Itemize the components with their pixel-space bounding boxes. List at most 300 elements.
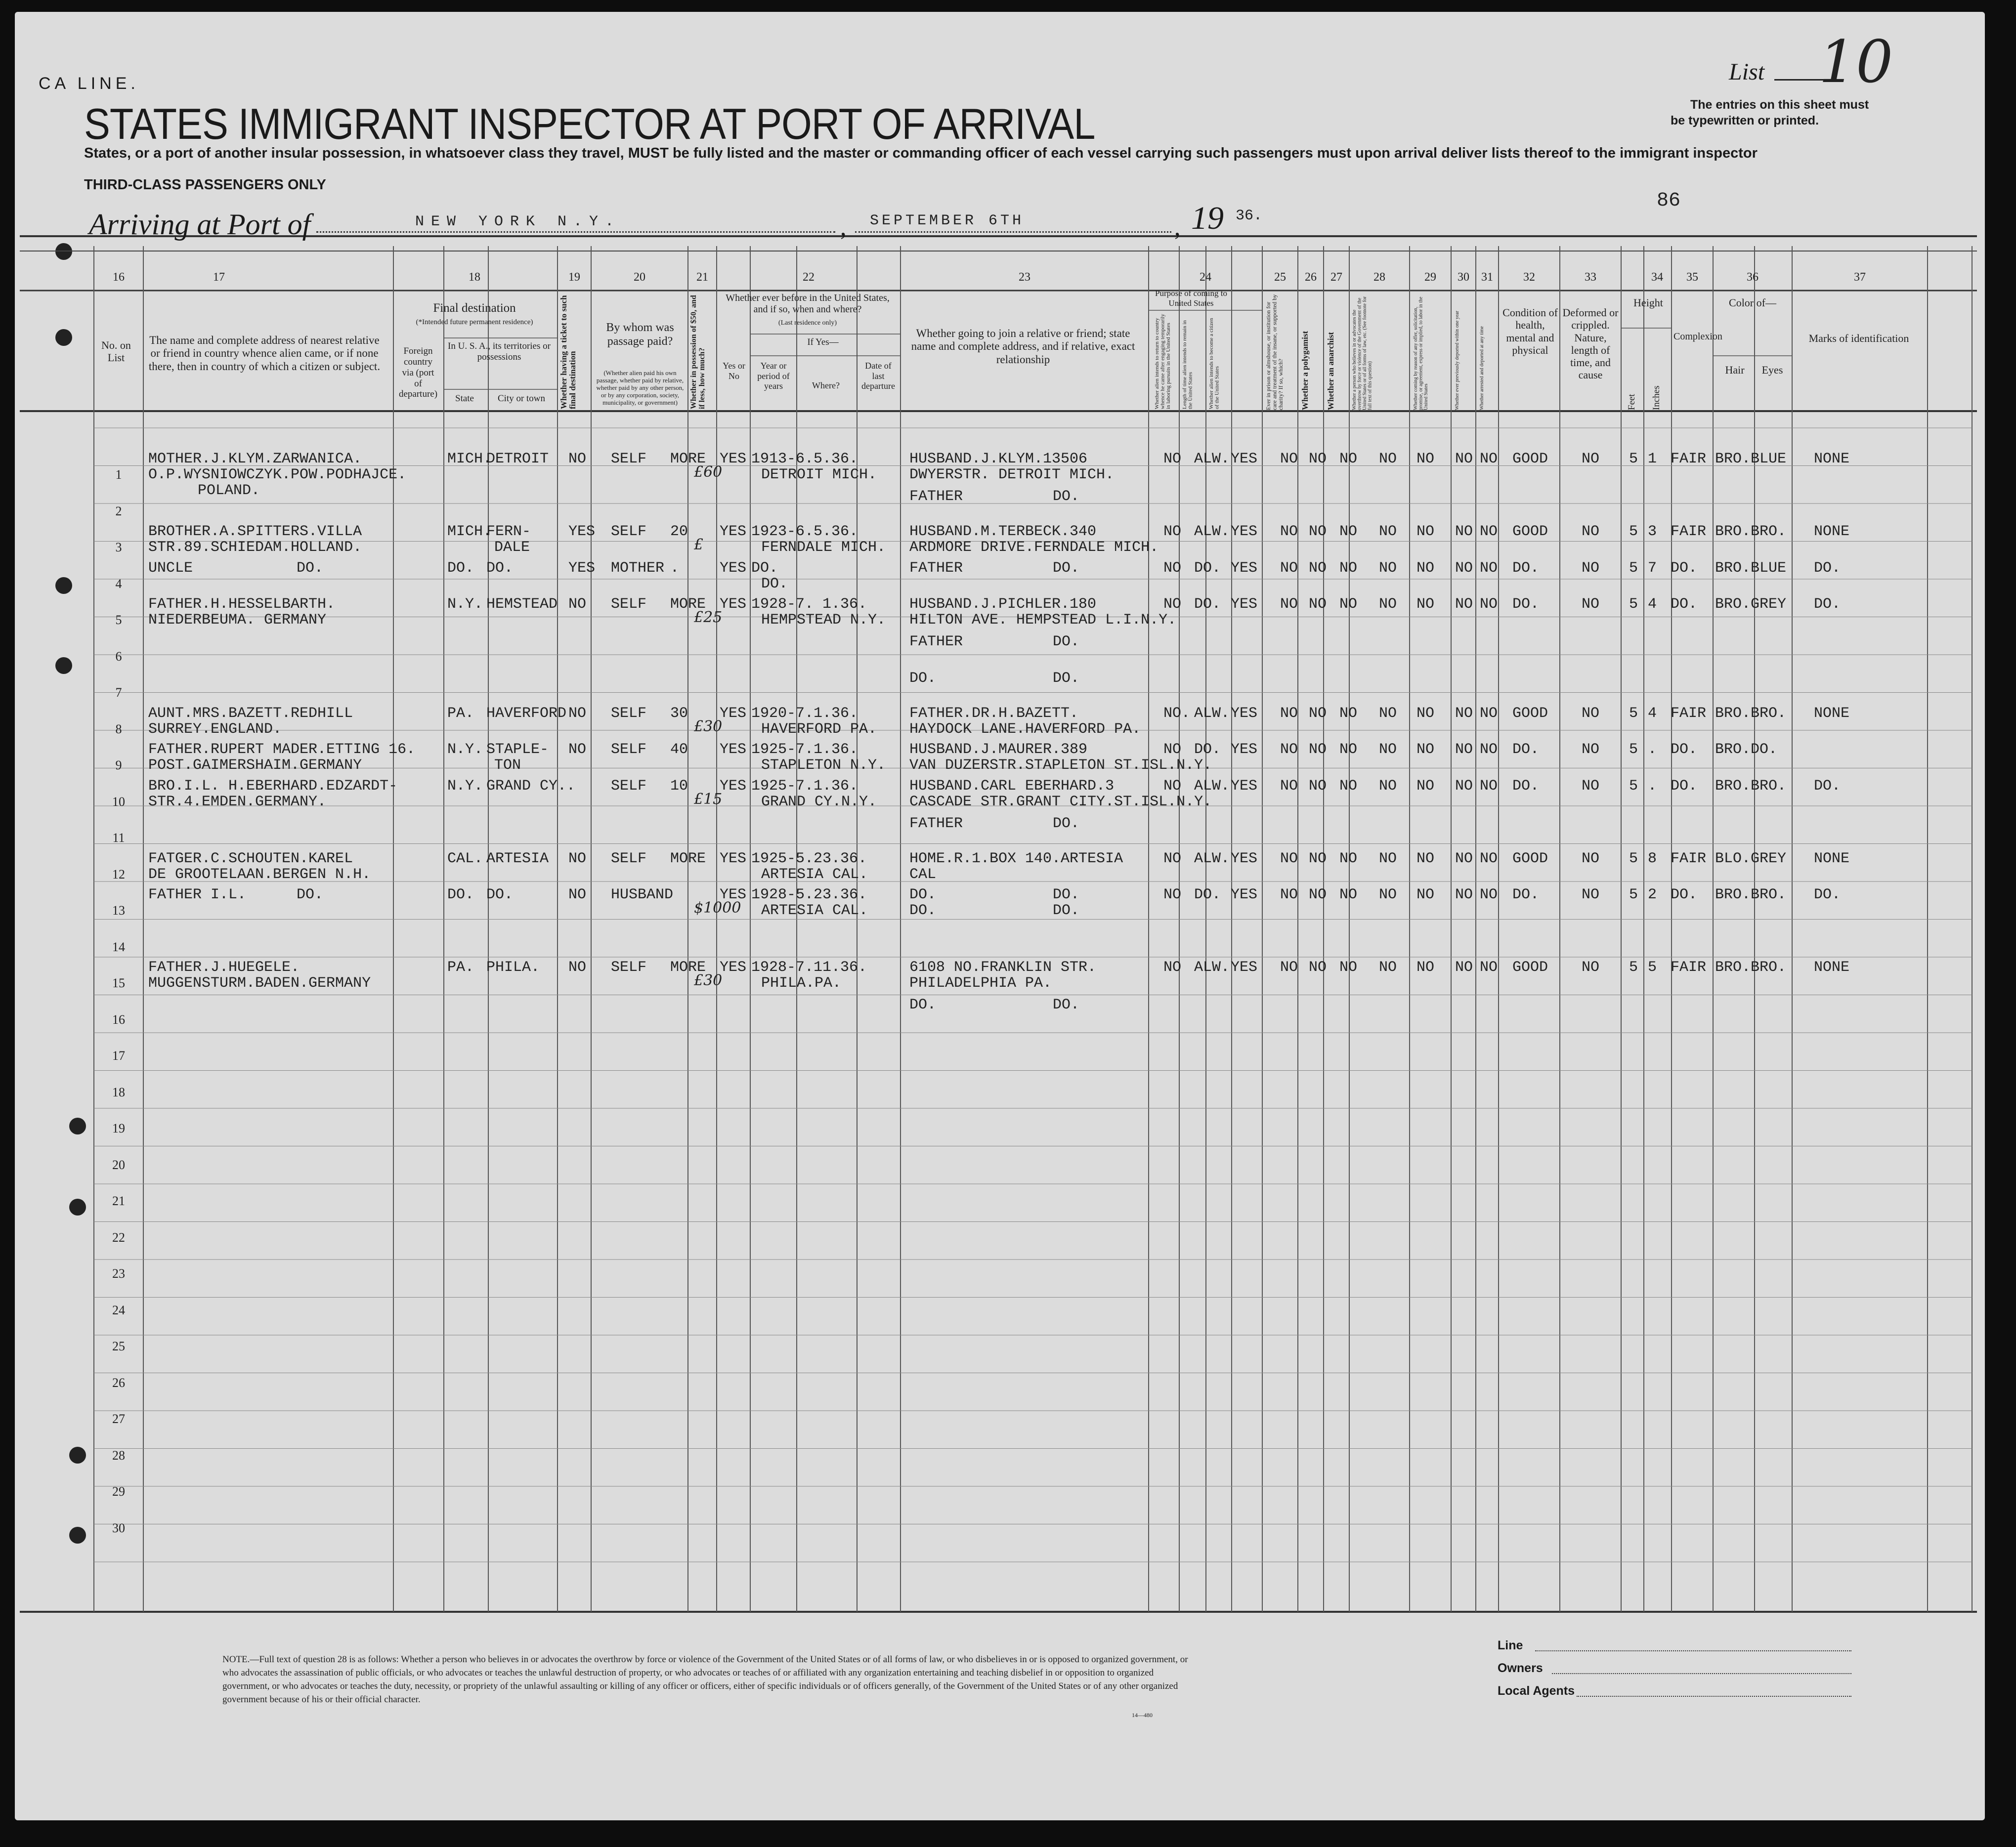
entry-join2: CAL bbox=[909, 866, 937, 883]
entry-c30: NO bbox=[1455, 777, 1473, 795]
entry-city2: TON bbox=[494, 757, 521, 774]
entry-rel1: FATGER.C.SCHOUTEN.KAREL bbox=[148, 850, 353, 867]
entry-c26: NO bbox=[1309, 850, 1327, 867]
entry-join1: HUSBAND.J.KLYM.13506 bbox=[909, 451, 1088, 467]
row-number: 5 bbox=[115, 613, 122, 627]
entry-len: ALW. bbox=[1194, 523, 1230, 540]
entry-ret: NO bbox=[1163, 741, 1182, 758]
row-number: 20 bbox=[112, 1157, 125, 1172]
entry-join4: DO. bbox=[909, 670, 937, 687]
header-join-relative: Whether going to join a relative or friend; state name and complete address, and if relative, exact relationship bbox=[911, 327, 1135, 366]
entry-c25: NO bbox=[1280, 705, 1298, 722]
entry-join2: DO. bbox=[909, 902, 937, 919]
column-number: 24 bbox=[1200, 271, 1211, 284]
entry-deformed: NO bbox=[1582, 559, 1600, 577]
date-dotted-line bbox=[855, 231, 1171, 233]
header-nearest-relative: The name and complete address of nearest relative or friend in country whence alien came, or if none there, then in country of which a citizen or subject. bbox=[148, 334, 381, 373]
entry-ret: NO bbox=[1163, 777, 1182, 795]
row-number: 13 bbox=[112, 903, 125, 918]
entry-len: ALW. bbox=[1194, 705, 1230, 722]
row-number: 19 bbox=[112, 1121, 125, 1135]
entry-ticket: NO bbox=[568, 850, 587, 867]
entry-cmp: DO. bbox=[1671, 596, 1698, 613]
entry-c26: NO bbox=[1309, 886, 1327, 903]
entry-period: 1928-7. 1.36. bbox=[751, 596, 867, 613]
header-health: Condition of health, mental and physical bbox=[1502, 306, 1558, 356]
column-number: 28 bbox=[1373, 271, 1385, 284]
header-state: State bbox=[455, 393, 474, 404]
entry-len: ALW. bbox=[1194, 777, 1230, 795]
entry-hair: BRO. bbox=[1715, 959, 1751, 976]
header-hair: Hair bbox=[1725, 364, 1745, 376]
entry-where: ARTESIA CAL. bbox=[761, 902, 868, 919]
entry-c26: NO bbox=[1309, 705, 1327, 722]
entry-yes: YES bbox=[720, 777, 747, 795]
row-number: 3 bbox=[115, 540, 122, 554]
entry-city: PHILA. bbox=[486, 959, 540, 976]
entry-eyes: BRO. bbox=[1751, 886, 1787, 903]
column-number: 27 bbox=[1330, 271, 1342, 284]
entry-c29: NO bbox=[1416, 959, 1435, 976]
row-number: 18 bbox=[112, 1085, 125, 1099]
entry-len: DO. bbox=[1194, 741, 1221, 758]
entry-c27: NO bbox=[1339, 451, 1358, 467]
entry-hair: BRO. bbox=[1715, 523, 1751, 540]
year-suffix: 36. bbox=[1236, 208, 1263, 224]
entry-ticket: YES bbox=[568, 559, 596, 577]
entry-join1: HUSBAND.CARL EBERHARD.3 bbox=[909, 777, 1115, 795]
entry-c25: NO bbox=[1280, 741, 1298, 758]
entry-marks: DO. bbox=[1814, 559, 1841, 577]
entry-c28: NO bbox=[1379, 523, 1397, 540]
line-prefix: CA LINE. bbox=[39, 74, 139, 93]
entry-c28: NO bbox=[1379, 777, 1397, 795]
entry-c27: NO bbox=[1339, 523, 1358, 540]
entry-health: DO. bbox=[1512, 596, 1540, 613]
entry-marks: NONE bbox=[1814, 850, 1850, 867]
entry-len: DO. bbox=[1194, 886, 1221, 903]
header-deported-one-year: Whether ever previously deported within one year bbox=[1455, 310, 1460, 410]
entry-rel1: BROTHER.A.SPITTERS.VILLA bbox=[148, 523, 362, 540]
entry-c30: NO bbox=[1455, 596, 1473, 613]
entry-join1: HUSBAND.J.PICHLER.180 bbox=[909, 596, 1097, 613]
entry-health: DO. bbox=[1512, 559, 1540, 577]
entry-c27: NO bbox=[1339, 705, 1358, 722]
entry-ret: NO. bbox=[1163, 705, 1191, 722]
entry-c30: NO bbox=[1455, 886, 1473, 903]
entry-period: 1923-6.5.36. bbox=[751, 523, 858, 540]
entry-cit: YES bbox=[1231, 559, 1258, 577]
header-marks: Marks of identification bbox=[1808, 332, 1909, 344]
entry-cmp: FAIR bbox=[1671, 523, 1707, 540]
entry-deformed: NO bbox=[1582, 959, 1600, 976]
entry-city: HEMSTEAD bbox=[486, 596, 558, 613]
entry-rel1: FATHER.RUPERT MADER.ETTING 16. bbox=[148, 741, 416, 758]
entry-yes: YES bbox=[720, 596, 747, 613]
entry-cmp: FAIR bbox=[1671, 850, 1707, 867]
entry-c29: NO bbox=[1416, 523, 1435, 540]
entry-ft: 5 bbox=[1629, 850, 1638, 867]
entry-join1: HOME.R.1.BOX 140.ARTESIA bbox=[909, 850, 1123, 867]
header-before-in-us: Whether ever before in the United States, and if so, when and where? bbox=[726, 293, 890, 315]
port-dotted-line bbox=[316, 231, 835, 233]
footnote-question-28: NOTE.—Full text of question 28 is as follows: Whether a person who believes in or advocates the overthrow by force or violence of the Government of the United States or of all forms of law, or who disbelieves in or is opposed to organized government, or who advocates the assassination of public officials, or who advocates or teaches the unlawful destruction of property, or who advocates or teaches of or affiliated with any organization entertaining and teaching disbelief in or opposition to organized government, or who advocates or teaches the duty, necessity, or propriety of the unlawful assaulting or killing of any officer or officers, either of specific individuals or of officers generally, of the Government of the United States or of any other organized government because of his or their official character. bbox=[222, 1654, 1188, 1705]
entry-join2: PHILADELPHIA PA. bbox=[909, 975, 1052, 992]
entry-money-note: £15 bbox=[694, 790, 723, 808]
entry-deformed: NO bbox=[1582, 596, 1600, 613]
column-number: 16 bbox=[113, 271, 125, 284]
entry-join1b: DO. bbox=[1053, 886, 1080, 903]
entry-ft: 5 bbox=[1629, 705, 1638, 722]
entry-health: GOOD bbox=[1512, 850, 1548, 867]
entry-paid: SELF bbox=[611, 777, 647, 795]
entry-c25: NO bbox=[1280, 886, 1298, 903]
header-list-number: No. on List bbox=[101, 339, 131, 364]
entry-period: 1928-7.11.36. bbox=[751, 959, 867, 976]
entry-join2: VAN DUZERSTR.STAPLETON ST.ISL.N.Y. bbox=[909, 757, 1212, 774]
entry-money: 10 bbox=[670, 777, 688, 795]
entry-c28: NO bbox=[1379, 596, 1397, 613]
entry-rel2: STR.4.EMDEN.GERMANY. bbox=[148, 793, 327, 810]
entry-money: 20 bbox=[670, 523, 688, 540]
entry-paid: SELF bbox=[611, 741, 647, 758]
entry-rel2: POST.GAIMERSHAIM.GERMANY bbox=[148, 757, 362, 774]
entry-inch: . bbox=[1648, 777, 1657, 795]
header-purpose-citizen: Whether alien intends to become a citizen of the United States bbox=[1208, 318, 1220, 409]
entry-c29: NO bbox=[1416, 886, 1435, 903]
entry-c31: NO bbox=[1480, 741, 1498, 758]
entry-deformed: NO bbox=[1582, 451, 1600, 467]
entry-state: PA. bbox=[447, 959, 474, 976]
row-number: 15 bbox=[112, 976, 125, 990]
entry-money: . bbox=[670, 559, 680, 577]
entry-c27: NO bbox=[1339, 596, 1358, 613]
entry-join3b: DO. bbox=[1053, 633, 1080, 650]
entry-c30: NO bbox=[1455, 741, 1473, 758]
entry-yes: YES bbox=[720, 850, 747, 867]
entry-ticket: NO bbox=[568, 741, 587, 758]
column-number: 23 bbox=[1019, 271, 1030, 284]
entry-health: DO. bbox=[1512, 886, 1540, 903]
entry-money-note: £ bbox=[694, 536, 704, 553]
header-final-destination: Final destination bbox=[433, 301, 516, 315]
entry-c28: NO bbox=[1379, 741, 1397, 758]
entry-c27: NO bbox=[1339, 959, 1358, 976]
entry-rel1: FATHER.H.HESSELBARTH. bbox=[148, 596, 336, 613]
entry-join2: HAYDOCK LANE.HAVERFORD PA. bbox=[909, 720, 1141, 738]
entry-rel1: AUNT.MRS.BAZETT.REDHILL bbox=[148, 705, 353, 722]
entry-c31: NO bbox=[1480, 559, 1498, 577]
entry-inch: 2 bbox=[1648, 886, 1657, 903]
entry-marks: NONE bbox=[1814, 523, 1850, 540]
entry-paid: SELF bbox=[611, 451, 647, 467]
entry-hair: BRO. bbox=[1715, 705, 1751, 722]
entry-join3: FATHER bbox=[909, 815, 963, 832]
entry-c25: NO bbox=[1280, 559, 1298, 577]
entry-rel2: MUGGENSTURM.BADEN.GERMANY bbox=[148, 975, 371, 992]
header-question-28: Whether a person who believes in or advocates the overthrow by force or violence of the Government of the United States or of all forms of law, etc. (See footnote for full text of this question) bbox=[1352, 296, 1373, 410]
header-labor-offer: Whether coming by reason of any offer, solicitation, promise, or agreement, express or implied, to labor in the United States bbox=[1413, 296, 1429, 410]
entry-join1: HUSBAND.M.TERBECK.340 bbox=[909, 523, 1097, 540]
entry-c28: NO bbox=[1379, 959, 1397, 976]
entry-rel1b: DO. bbox=[297, 559, 324, 577]
entry-eyes: BLUE bbox=[1751, 559, 1787, 577]
entry-c25: NO bbox=[1280, 777, 1298, 795]
arrival-date: SEPTEMBER 6TH bbox=[870, 212, 1025, 229]
entry-join3: FATHER bbox=[909, 633, 963, 650]
header-purpose-length: Length of time alien intends to remain in the United States bbox=[1182, 320, 1194, 409]
header-polygamist: Whether a polygamist bbox=[1300, 331, 1310, 410]
row-number: 30 bbox=[112, 1520, 125, 1535]
entry-join2: DWYERSTR. DETROIT MICH. bbox=[909, 466, 1115, 483]
entry-yes: YES bbox=[720, 523, 747, 540]
entry-city: FERN- bbox=[486, 523, 531, 540]
entry-join1: FATHER bbox=[909, 559, 963, 577]
entry-period: 1925-5.23.36. bbox=[751, 850, 867, 867]
entry-inch: 3 bbox=[1648, 523, 1657, 540]
entry-c28: NO bbox=[1379, 451, 1397, 467]
entry-where: GRAND CY.N.Y. bbox=[761, 793, 877, 810]
entry-ticket: YES bbox=[568, 523, 596, 540]
entry-money: MORE bbox=[670, 596, 706, 613]
entry-cit: YES bbox=[1231, 777, 1258, 795]
entry-health: GOOD bbox=[1512, 705, 1548, 722]
entry-yes: YES bbox=[720, 451, 747, 467]
column-number: 29 bbox=[1424, 271, 1436, 284]
entry-marks: NONE bbox=[1814, 705, 1850, 722]
entry-marks: DO. bbox=[1814, 596, 1841, 613]
entry-marks: NONE bbox=[1814, 451, 1850, 467]
column-number: 32 bbox=[1523, 271, 1535, 284]
entry-c29: NO bbox=[1416, 596, 1435, 613]
row-number: 9 bbox=[115, 758, 122, 772]
entry-c28: NO bbox=[1379, 705, 1397, 722]
entry-health: GOOD bbox=[1512, 959, 1548, 976]
column-number: 34 bbox=[1651, 271, 1663, 284]
header-final-destination-sub: (*Intended future permanent residence) bbox=[416, 318, 533, 326]
entry-eyes: BRO. bbox=[1751, 705, 1787, 722]
entry-marks: NONE bbox=[1814, 959, 1850, 976]
column-number: 20 bbox=[634, 271, 645, 284]
entry-c31: NO bbox=[1480, 523, 1498, 540]
entry-hair: BRO. bbox=[1715, 886, 1751, 903]
entry-city: DO. bbox=[486, 886, 514, 903]
entry-period: 1913-6.5.36. bbox=[751, 451, 858, 467]
entry-c31: NO bbox=[1480, 959, 1498, 976]
entry-inch: 8 bbox=[1648, 850, 1657, 867]
column-number: 18 bbox=[469, 271, 480, 284]
column-number: 25 bbox=[1274, 271, 1286, 284]
header-anarchist: Whether an anarchist bbox=[1326, 332, 1335, 410]
entry-cmp: DO. bbox=[1671, 777, 1698, 795]
entry-state: PA. bbox=[447, 705, 474, 722]
column-number: 19 bbox=[568, 271, 580, 284]
column-number: 37 bbox=[1854, 271, 1866, 284]
entry-inch: 4 bbox=[1648, 596, 1657, 613]
entry-cit: YES bbox=[1231, 741, 1258, 758]
entry-health: DO. bbox=[1512, 741, 1540, 758]
row-number: 29 bbox=[112, 1484, 125, 1499]
entry-ticket: NO bbox=[568, 596, 587, 613]
header-foreign-country: Foreign country via (port of departure) bbox=[398, 346, 438, 400]
row-number: 14 bbox=[112, 939, 125, 954]
column-number: 33 bbox=[1585, 271, 1596, 284]
row-number: 16 bbox=[112, 1012, 125, 1027]
entry-c28: NO bbox=[1379, 886, 1397, 903]
entry-where: STAPLETON N.Y. bbox=[761, 757, 886, 774]
entry-ft: 5 bbox=[1629, 959, 1638, 976]
entry-c25: NO bbox=[1280, 596, 1298, 613]
entry-join3: DO. bbox=[909, 997, 937, 1013]
entry-hair: BLO. bbox=[1715, 850, 1751, 867]
entry-eyes: BRO. bbox=[1751, 959, 1787, 976]
entry-rel2: O.P.WYSNIOWCZYK.POW.PODHAJCE. bbox=[148, 466, 407, 483]
port-of-arrival: NEW YORK N.Y. bbox=[415, 213, 621, 230]
row-number: 26 bbox=[112, 1375, 125, 1390]
typewritten-note-1: The entries on this sheet must bbox=[1690, 98, 1869, 112]
entry-rel1: FATHER.J.HUEGELE. bbox=[148, 959, 300, 976]
header-purpose: Purpose of coming to United States bbox=[1155, 289, 1227, 308]
entry-cit: YES bbox=[1231, 705, 1258, 722]
entry-rel3: POLAND. bbox=[198, 482, 260, 499]
entry-rel1: MOTHER.J.KLYM.ZARWANICA. bbox=[148, 451, 362, 467]
entry-c26: NO bbox=[1309, 559, 1327, 577]
entry-yes: YES bbox=[720, 705, 747, 722]
entry-where: HEMPSTEAD N.Y. bbox=[761, 612, 886, 629]
entry-c29: NO bbox=[1416, 451, 1435, 467]
entry-ticket: NO bbox=[568, 959, 587, 976]
footer-line-label: Line bbox=[1498, 1638, 1523, 1652]
entry-money: 30 bbox=[670, 705, 688, 722]
header-last-departure: Date of last departure bbox=[861, 361, 895, 391]
entry-cmp: DO. bbox=[1671, 559, 1698, 577]
header-where: Where? bbox=[812, 380, 840, 390]
entry-cit: YES bbox=[1231, 451, 1258, 467]
entry-state: MICH. bbox=[447, 523, 492, 540]
entry-cit: YES bbox=[1231, 886, 1258, 903]
header-purpose-return: Whether alien intends to return to country whence he came after engaging temporarily in laboring pursuits in the United States bbox=[1154, 314, 1172, 409]
entry-deformed: NO bbox=[1582, 777, 1600, 795]
entry-c27: NO bbox=[1339, 559, 1358, 577]
entry-rel2: SURREY.ENGLAND. bbox=[148, 720, 282, 738]
entry-paid: SELF bbox=[611, 850, 647, 867]
passenger-class-label: THIRD-CLASS PASSENGERS ONLY bbox=[84, 177, 326, 193]
entry-inch: 5 bbox=[1648, 959, 1657, 976]
column-number: 22 bbox=[803, 271, 815, 284]
entry-join1: DO. bbox=[909, 886, 937, 903]
entry-c30: NO bbox=[1455, 559, 1473, 577]
header-in-usa: In U. S. A., its territories or possessions bbox=[448, 341, 551, 362]
entry-c27: NO bbox=[1339, 850, 1358, 867]
entry-c31: NO bbox=[1480, 451, 1498, 467]
entry-ret: NO bbox=[1163, 559, 1182, 577]
entry-cmp: FAIR bbox=[1671, 451, 1707, 467]
entry-state: CAL. bbox=[447, 850, 483, 867]
entry-where: PHILA.PA. bbox=[761, 975, 842, 992]
entry-money-note: £60 bbox=[694, 463, 723, 481]
entry-ret: NO bbox=[1163, 886, 1182, 903]
column-number: 30 bbox=[1458, 271, 1469, 284]
entry-state: N.Y. bbox=[447, 777, 483, 795]
entry-paid: SELF bbox=[611, 705, 647, 722]
header-color: Color of— bbox=[1729, 296, 1776, 309]
entry-city: DO. bbox=[486, 559, 514, 577]
header-inches: Inches bbox=[1651, 385, 1662, 410]
entry-c27: NO bbox=[1339, 777, 1358, 795]
entry-ticket: NO bbox=[568, 705, 587, 722]
entry-period: 1925-7.1.36. bbox=[751, 741, 858, 758]
entry-join2b: DO. bbox=[1053, 902, 1080, 919]
entry-money: MORE bbox=[670, 451, 706, 467]
entry-c26: NO bbox=[1309, 959, 1327, 976]
entry-health: GOOD bbox=[1512, 523, 1548, 540]
entry-marks: DO. bbox=[1814, 777, 1841, 795]
entry-c27: NO bbox=[1339, 886, 1358, 903]
entry-state: N.Y. bbox=[447, 741, 483, 758]
row-number: 4 bbox=[115, 576, 122, 591]
entry-c30: NO bbox=[1455, 451, 1473, 467]
row-number: 2 bbox=[115, 504, 122, 518]
entry-c27: NO bbox=[1339, 741, 1358, 758]
entry-ft: 5 bbox=[1629, 777, 1638, 795]
entry-rel2: NIEDERBEUMA. GERMANY bbox=[148, 612, 327, 629]
entry-paid: HUSBAND bbox=[611, 886, 674, 903]
form-number: 14—480 bbox=[1132, 1712, 1153, 1719]
entry-len: DO. bbox=[1194, 559, 1221, 577]
entry-city: DETROIT bbox=[486, 451, 549, 467]
entry-c30: NO bbox=[1455, 959, 1473, 976]
entry-deformed: NO bbox=[1582, 886, 1600, 903]
entry-cit: YES bbox=[1231, 596, 1258, 613]
entry-c26: NO bbox=[1309, 741, 1327, 758]
entry-hair: BRO. bbox=[1715, 559, 1751, 577]
typewritten-note-2: be typewritten or printed. bbox=[1671, 114, 1819, 127]
entry-health: DO. bbox=[1512, 777, 1540, 795]
entry-yes: YES bbox=[720, 886, 747, 903]
header-feet: Feet bbox=[1627, 394, 1637, 410]
entry-rel2: DE GROOTELAAN.BERGEN N.H. bbox=[148, 866, 371, 883]
entry-where: FERNDALE MICH. bbox=[761, 539, 886, 556]
entry-ft: 5 bbox=[1629, 741, 1638, 758]
entry-city: ARTESIA bbox=[486, 850, 549, 867]
row-number: 24 bbox=[112, 1302, 125, 1317]
page-number: 86 bbox=[1657, 190, 1681, 212]
row-number: 8 bbox=[115, 721, 122, 736]
row-number: 25 bbox=[112, 1339, 125, 1353]
entry-where: DO. bbox=[761, 575, 788, 592]
entry-c25: NO bbox=[1280, 850, 1298, 867]
entry-hair: BRO. bbox=[1715, 596, 1751, 613]
entry-deformed: NO bbox=[1582, 523, 1600, 540]
entry-money-note: £30 bbox=[694, 717, 723, 735]
entry-ret: NO bbox=[1163, 596, 1182, 613]
entry-yes: YES bbox=[720, 959, 747, 976]
entry-paid: SELF bbox=[611, 523, 647, 540]
entry-rel1b: DO. bbox=[297, 886, 324, 903]
row-number: 22 bbox=[112, 1230, 125, 1245]
column-number: 21 bbox=[696, 271, 708, 284]
entry-cit: YES bbox=[1231, 959, 1258, 976]
entry-eyes: GREY bbox=[1751, 596, 1787, 613]
entry-c31: NO bbox=[1480, 850, 1498, 867]
entry-join4b: DO. bbox=[1053, 670, 1080, 687]
entry-deformed: NO bbox=[1582, 705, 1600, 722]
entry-where: HAVERFORD PA. bbox=[761, 720, 877, 738]
entry-money-note: $1000 bbox=[694, 899, 741, 917]
column-number: 31 bbox=[1481, 271, 1493, 284]
entry-yes: YES bbox=[720, 741, 747, 758]
entry-len: ALW. bbox=[1194, 959, 1230, 976]
